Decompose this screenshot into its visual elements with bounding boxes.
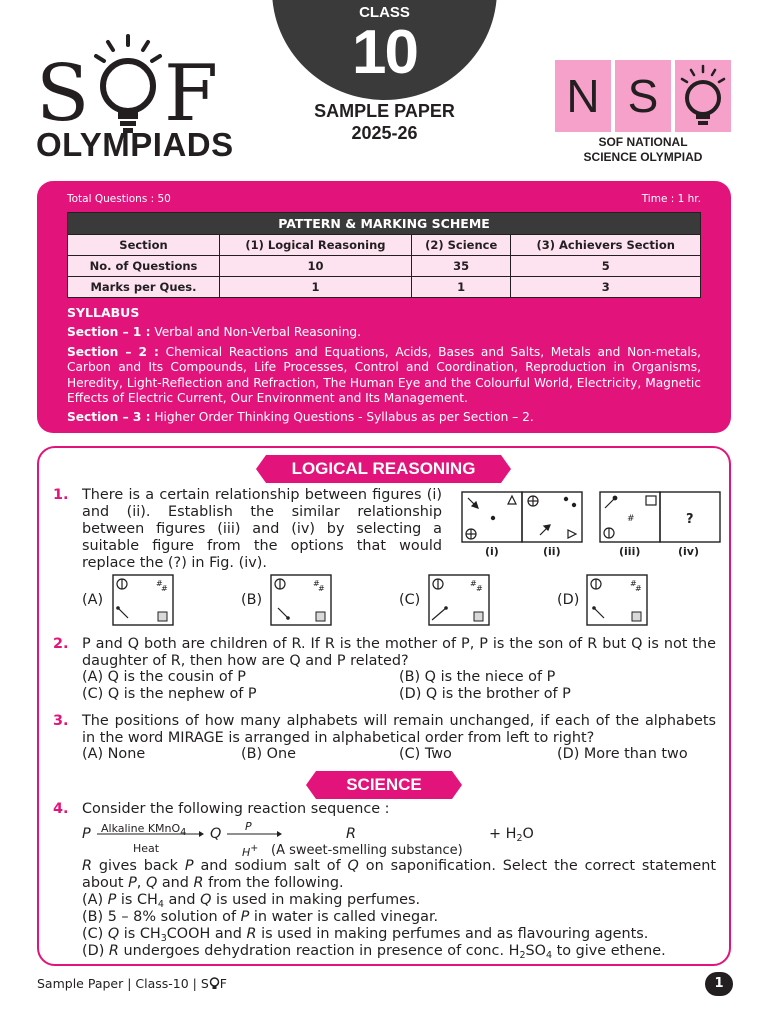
syllabus — [67, 305, 701, 430]
syllabus-title: SYLLABUS — [67, 305, 140, 320]
time-allowed: Time : 1 hr. — [641, 193, 701, 205]
syllabus-section-3: Section – 3 : Higher Order Thinking Questions - Syllabus as per Section – 2. — [67, 410, 534, 425]
nso-logo — [555, 60, 731, 132]
q2-option-d[interactable]: (D) Q is the brother of P — [399, 686, 571, 702]
question-number: 1. — [53, 487, 69, 503]
syllabus-section-2: Section – 2 : Chemical Reactions and Equations, Acids, Bases and Salts, Metals and Non-metals, Carbon and Its Compounds, Life Processes, Control and Coordination, Reproduction in Organisms, Heredity, Light-Reflection and Refraction, The Human Eye and the Colourful World, Electricity, Magnetic Effects of Electric Current, Our Environment and Its Management. — [67, 344, 702, 406]
question-3-text: The positions of how many alphabets will remain unchanged, if each of the alphabets in the word MIRAGE is arranged in alphabetical order from left to right? — [82, 713, 716, 746]
question-1-figures — [460, 490, 722, 545]
question-1-text: There is a certain relationship between figures (i) and (ii). Establish the similar relationship between figures (iii) and (iv) by selecting a suitable figure from the options that would replace the (?) in Fig. (iv). — [82, 487, 442, 571]
reaction-arrow-2 — [225, 829, 283, 839]
figure-label-i: (i) — [485, 545, 499, 558]
q3-option-d[interactable]: (D) More than two — [557, 746, 688, 762]
section-banner-science: SCIENCE — [316, 771, 452, 799]
page-number: 1 — [705, 972, 733, 996]
svg-text:#: # — [318, 584, 325, 593]
marking-scheme-table — [67, 212, 701, 298]
r-note: (A sweet-smelling substance) — [271, 843, 463, 858]
q3-option-a[interactable]: (A) None — [82, 746, 146, 762]
q1-option-d-label[interactable]: (D) — [557, 592, 580, 608]
question-4-intro: Consider the following reaction sequence : — [82, 801, 390, 817]
figure-ii — [528, 496, 576, 538]
q1-option-c-label[interactable]: (C) — [399, 592, 421, 608]
q4-option-a[interactable]: (A) P is $CH_4$ and Q is used in making perfumes. — [82, 892, 421, 910]
reagent-bottom: Heat — [133, 842, 160, 855]
reagent-top: Alkaline KMnO$_4$ — [101, 822, 187, 838]
paper-title: SAMPLE PAPER 2025-26 — [314, 101, 455, 143]
table-row: No. of Questions 10 35 5 — [68, 256, 701, 277]
question-2-text: P and Q both are children of R. If R is the mother of P, P is the son of R but Q is not the daughter of R, then how are Q and P related? — [82, 636, 716, 669]
svg-text:#: # — [635, 584, 642, 593]
logo-wordmark: OLYMPIADS — [36, 126, 234, 163]
logo-letter-s: S — [36, 49, 90, 139]
svg-text:#: # — [630, 579, 637, 588]
question-mark: ? — [686, 512, 694, 527]
q1-option-b-label[interactable]: (B) — [241, 592, 263, 608]
svg-text:#: # — [161, 584, 168, 593]
nso-letter-n: N — [566, 70, 600, 122]
lightbulb-icon — [675, 60, 731, 132]
reaction-arrow-1 — [95, 829, 205, 839]
sof-olympiads-logo — [36, 34, 234, 164]
question-number: 2. — [53, 636, 69, 652]
page-footer: Sample Paper | Class-10 | S F — [37, 976, 227, 991]
q2-option-b[interactable]: (B) Q is the niece of P — [399, 669, 556, 685]
question-number: 3. — [53, 713, 69, 729]
table-header-row: Section (1) Logical Reasoning (2) Science (3) Achievers Section — [68, 235, 701, 256]
figure-label-ii: (ii) — [543, 545, 561, 558]
class-number: 10 — [352, 18, 417, 87]
pattern-box — [37, 181, 731, 433]
table-title: PATTERN & MARKING SCHEME — [68, 213, 701, 235]
q1-option-a-figure[interactable] — [112, 574, 174, 626]
logo-letter-f: F — [164, 49, 219, 139]
syllabus-section-1: Section – 1 : Verbal and Non-Verbal Reasoning. — [67, 325, 362, 340]
class-label: CLASS — [359, 4, 410, 21]
table-row: Marks per Ques. 1 1 3 — [68, 277, 701, 298]
figure-label-iii: (iii) — [619, 545, 641, 558]
lightbulb-icon — [209, 976, 220, 990]
q4-option-d[interactable]: (D) R undergoes dehydration reaction in presence of conc. $H_2SO_4$ to give ethene. — [82, 943, 666, 961]
q1-option-c-figure[interactable] — [428, 574, 490, 626]
figure-label-iv: (iv) — [678, 545, 699, 558]
svg-text:#: # — [470, 579, 477, 588]
hash-symbol: # — [627, 514, 635, 524]
q1-option-b-figure[interactable] — [270, 574, 332, 626]
q3-option-c[interactable]: (C) Two — [399, 746, 452, 762]
q3-option-b[interactable]: (B) One — [241, 746, 296, 762]
total-questions: Total Questions : 50 — [67, 193, 171, 205]
question-4-stem: R gives back P and sodium salt of Q on saponification. Select the correct statement about P, Q and R from the following. — [82, 858, 716, 891]
q4-option-c[interactable]: (C) Q is $CH_3COOH$ and R is used in making perfumes and as flavouring agents. — [82, 926, 649, 944]
figure-i — [466, 496, 516, 539]
nso-subtitle: SOF NATIONAL SCIENCE OLYMPIAD — [583, 135, 703, 164]
q1-option-d-figure[interactable] — [586, 574, 648, 626]
q2-option-a[interactable]: (A) Q is the cousin of P — [82, 669, 246, 685]
q1-option-a-label[interactable]: (A) — [82, 592, 104, 608]
lightbulb-icon — [92, 34, 164, 136]
svg-text:#: # — [313, 579, 320, 588]
nso-letter-s: S — [627, 70, 659, 122]
svg-text:#: # — [476, 584, 483, 593]
q4-option-b[interactable]: (B) 5 – 8% solution of P in water is called vinegar. — [82, 909, 439, 925]
svg-text:#: # — [156, 579, 163, 588]
question-number: 4. — [53, 801, 69, 817]
section-banner-logical-reasoning: LOGICAL REASONING — [266, 455, 501, 483]
q2-option-c[interactable]: (C) Q is the nephew of P — [82, 686, 257, 702]
